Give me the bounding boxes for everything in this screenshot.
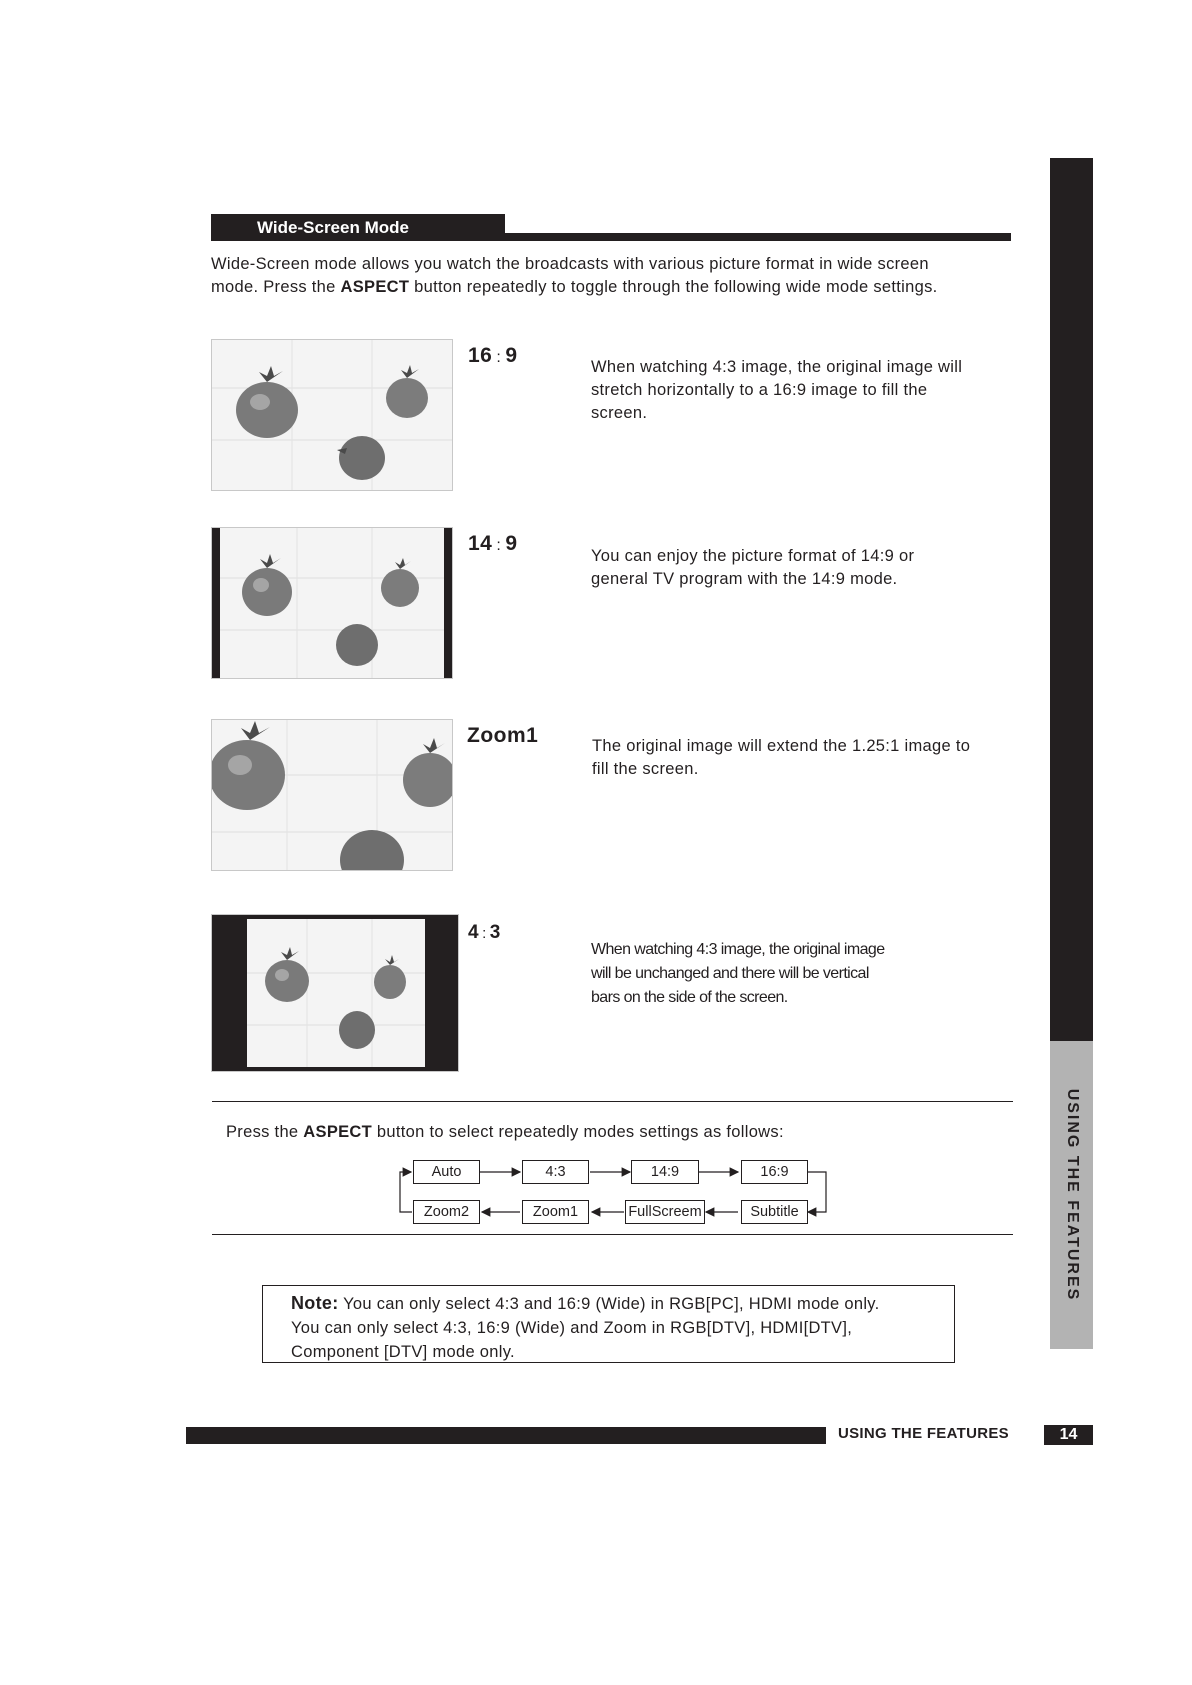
mode-label-separator: :: [496, 349, 502, 366]
note-label: Note:: [291, 1293, 339, 1313]
mode-4-3-label: [468, 922, 501, 944]
intro-aspect-keyword: ASPECT: [340, 278, 410, 296]
note-text-1: You can only select 4:3 and 16:9 (Wide) in RGB[PC], HDMI mode only.: [338, 1295, 880, 1313]
mode-label-major: 14: [468, 532, 493, 555]
intro-text-2: button repeatedly to toggle through the following wide mode settings.: [409, 278, 938, 296]
flow-box-14-9: 14:9: [631, 1160, 699, 1184]
flow-box-16-9: 16:9: [741, 1160, 808, 1184]
mode-4-3-image: [211, 914, 459, 1072]
note-line-3: Component [DTV] mode only.: [291, 1343, 515, 1361]
section-title: Wide-Screen Mode: [257, 218, 409, 237]
press-aspect-keyword: ASPECT: [303, 1123, 373, 1141]
mode-zoom1-image: [211, 719, 453, 871]
side-tab-label: [1050, 1041, 1093, 1349]
flow-box-zoom1: Zoom1: [522, 1200, 589, 1224]
flow-box-4-3: 4:3: [522, 1160, 589, 1184]
note-box: [262, 1285, 955, 1363]
press-text-2: button to select repeatedly modes settings as follows:: [372, 1123, 784, 1141]
side-tab-dark: [1050, 158, 1093, 1041]
mode-16-9-label: [468, 344, 518, 368]
section-header-rule: [505, 233, 1011, 241]
flow-box-zoom2: Zoom2: [413, 1200, 480, 1224]
divider-top: [212, 1101, 1013, 1102]
mode-4-3-description: When watching 4:3 image, the original image will be unchanged and there will be vertical bars on the side of the screen.: [591, 941, 885, 1006]
mode-label-minor: 3: [489, 922, 501, 943]
mode-label-major: 4: [468, 922, 480, 943]
flow-box-fullscreem: FullScreem: [625, 1200, 705, 1224]
mode-label-separator: :: [496, 537, 502, 554]
intro-text-1: Wide-Screen mode allows you watch the broadcasts with various picture format in wide screen mode. Press the: [211, 255, 929, 296]
note-line-1: [291, 1291, 954, 1316]
side-tab-text: USING THE FEATURES: [1063, 1088, 1081, 1302]
mode-16-9-description: When watching 4:3 image, the original image will stretch horizontally to a 16:9 image to fill the screen.: [591, 358, 963, 422]
mode-16-9-image: [211, 339, 453, 491]
footer-bar: [186, 1427, 826, 1444]
note-line-2: You can only select 4:3, 16:9 (Wide) and Zoom in RGB[DTV], HDMI[DTV],: [291, 1319, 853, 1337]
mode-label-minor: 9: [505, 344, 518, 367]
footer-section-name: USING THE FEATURES: [838, 1425, 1009, 1442]
mode-label-major: Zoom1: [467, 724, 539, 747]
mode-zoom1-label: [467, 724, 538, 748]
flow-box-auto: Auto: [413, 1160, 480, 1184]
mode-14-9-description: You can enjoy the picture format of 14:9 or general TV program with the 14:9 mode.: [591, 547, 915, 588]
mode-14-9-image: [211, 527, 453, 679]
intro-paragraph: [211, 253, 971, 299]
mode-label-major: 16: [468, 344, 493, 367]
page-number: 14: [1044, 1425, 1093, 1445]
flow-box-subtitle: Subtitle: [741, 1200, 808, 1224]
mode-14-9-label: [468, 532, 518, 556]
press-text-1: Press the: [226, 1123, 304, 1141]
mode-label-minor: 9: [505, 532, 518, 555]
divider-bottom: [212, 1234, 1013, 1235]
mode-label-separator: :: [482, 925, 487, 942]
mode-zoom1-description: The original image will extend the 1.25:1 image to fill the screen.: [592, 737, 971, 778]
aspect-instruction: [226, 1123, 784, 1142]
